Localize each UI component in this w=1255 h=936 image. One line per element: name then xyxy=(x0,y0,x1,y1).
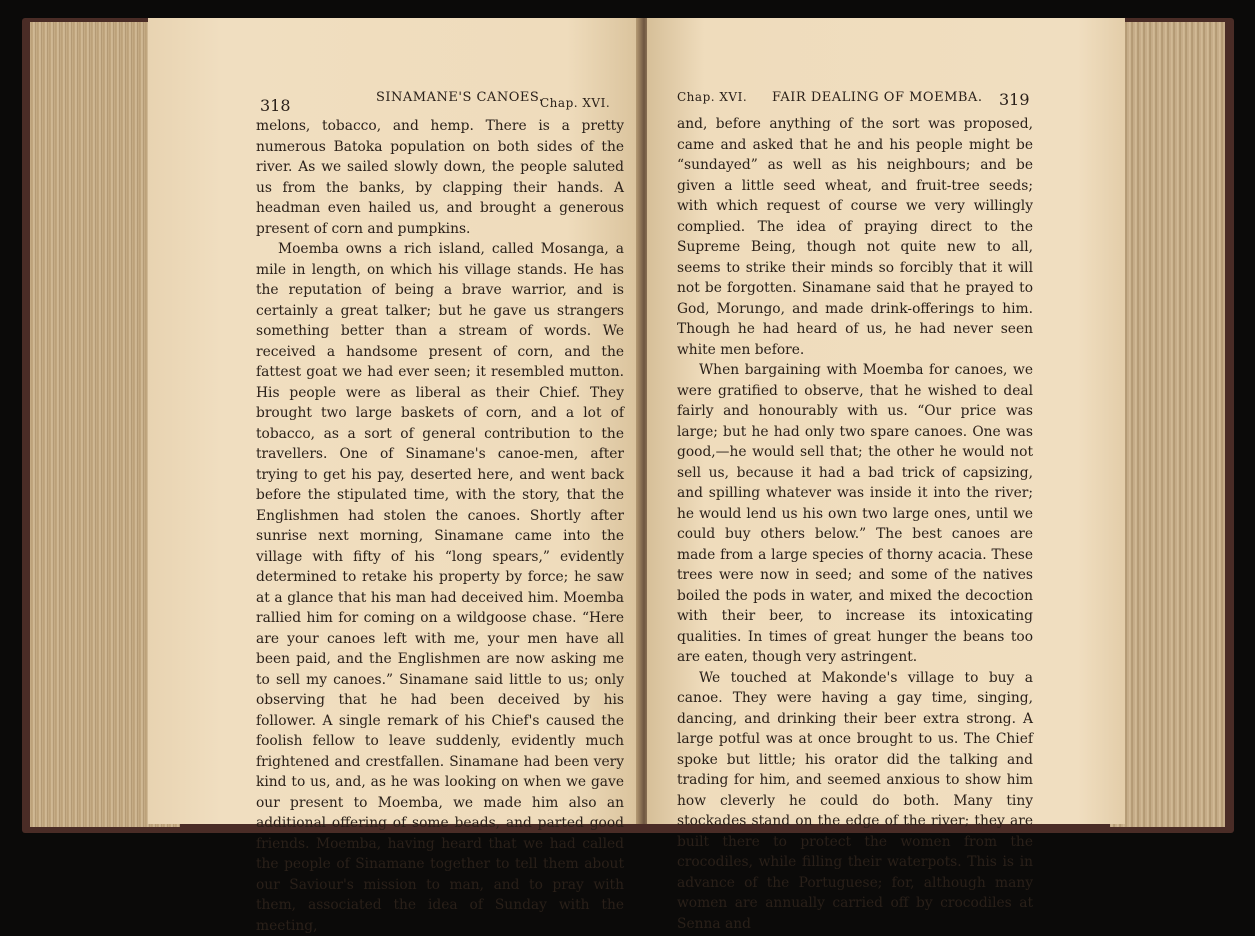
chapter-label: Chap. XVI. xyxy=(677,90,748,104)
paragraph: Moemba owns a rich island, called Mosanga, a mile in length, on which his village stands. He has the reputation of being a brave warrior, and is certainly a great talker; but he gave us strangers something better than a stream of words. We received a handsome present of corn, and the fattest goat we had ever seen; it resembled mutton. His people were as liberal as their Chief. They brought two large baskets of corn, and a lot of tobacco, as a sort of general contribution to the travellers. One of Sinamane's canoe-men, after trying to get his pay, deserted here, and went back before the stipulated time, with the story, that the Englishmen had stolen the canoes. Shortly after sunrise next morning, Sinamane came into the village with fifty of his “long spears,” evidently determined to retake his property by force; he saw at a glance that his man had deceived him. Moemba rallied him for coming on a wildgoose chase. “Here are your canoes left with me, your men have all been paid, and the Englishmen are now asking me to sell my canoes.” Sinamane said little to us; only observing that he had been deceived by his follower. A single remark of his Chief's caused the foolish fellow to leave suddenly, evidently much frightened and crestfallen. Sinamane had been very kind to us, and, as he was looking on when we gave our present to Moemba, we made him also an additional offering of some beads, and parted good friends. Moemba, having heard that we had called the people of Sinamane together to tell them about our Saviour's mission to man, and to pray with them, associated the idea of Sunday with the meeting, xyxy=(256,241,624,934)
left-page xyxy=(148,18,641,934)
running-head: FAIR DEALING OF MOEMBA. xyxy=(772,90,983,105)
page-edges-right xyxy=(1110,22,1225,827)
running-head: SINAMANE'S CANOES. xyxy=(376,90,544,105)
paragraph: melons, tobacco, and hemp. There is a pretty numerous Batoka population on both sides of the river. As we sailed slowly down, the people saluted us from the banks, by clapping their hands. A headman even hailed us, and brought a generous present of corn and pumpkins. xyxy=(256,118,624,237)
right-page xyxy=(647,18,1125,932)
body-text xyxy=(677,114,1033,934)
body-text xyxy=(256,116,624,936)
paragraph: and, before anything of the sort was proposed, came and asked that he and his people might be “sundayed” as well as his neighbours; and be given a little seed wheat, and fruit-tree seeds; with which request of course we very willingly complied. The idea of praying direct to the Supreme Being, though not quite new to all, seems to strike their minds so forcibly that it will not be forgotten. Sinamane said that he prayed to God, Morungo, and made drink-offerings to him. Though he had heard of us, he had never seen white men before. xyxy=(677,116,1033,358)
page-number: 318 xyxy=(260,96,291,115)
page-number: 319 xyxy=(999,90,1030,109)
paragraph: We touched at Makonde's village to buy a canoe. They were having a gay time, singing, dancing, and drinking their beer extra strong. A large potful was at once brought to us. The Chief spoke but little; his orator did the talking and trading for him, and seemed anxious to show him how cleverly he could do both. Many tiny stockades stand on the edge of the river; they are built there to protect the women from the crocodiles, while filling their waterpots. This is in advance of the Portuguese; for, although many women are annually carried off by crocodiles at Senna and xyxy=(677,669,1033,932)
chapter-label: Chap. XVI. xyxy=(540,96,611,110)
paragraph: When bargaining with Moemba for canoes, we were gratified to observe, that he wished to deal fairly and honourably with us. “Our price was large; but he had only two spare canoes. One was good,—he would sell that; the other he would not sell us, because it had a bad trick of capsizing, and spilling whatever was inside it into the river; he would lend us his own two large ones, until we could buy others below.” The best canoes are made from a large species of thorny acacia. These trees were now in seed; and some of the natives boiled the pods in water, and mixed the decoction with their beer, to increase its intoxicating qualities. In times of great hunger the beans too are eaten, though very astringent. xyxy=(677,362,1033,665)
